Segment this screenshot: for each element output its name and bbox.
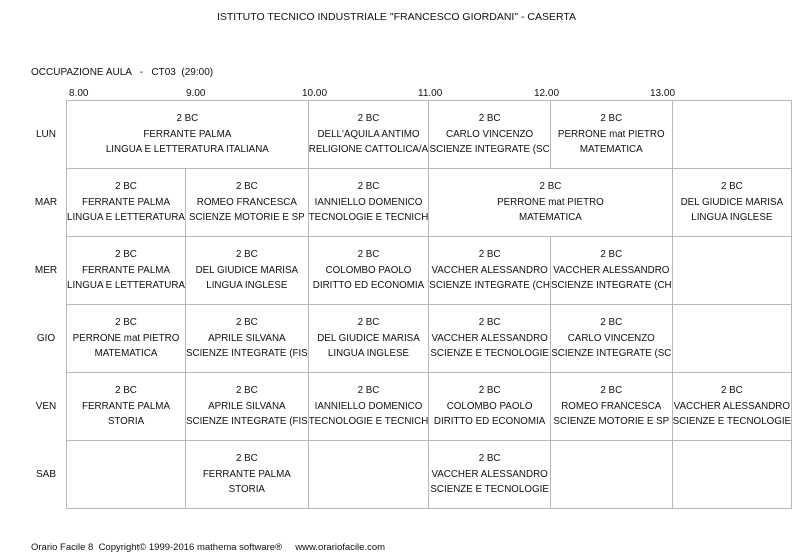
subject-name: SCIENZE INTEGRATE (CH: [550, 280, 672, 292]
day-label-gio: GIO: [36, 333, 56, 344]
teacher-name: IANNIELLO DOMENICO: [314, 400, 423, 412]
hour-header: [66, 88, 763, 100]
class-label: 2 BC: [235, 249, 258, 261]
teacher-name: VACCHER ALESSANDRO: [431, 332, 548, 344]
lesson-cell: [185, 305, 308, 373]
hour-label: 8.00: [69, 88, 89, 99]
lesson-cell: [67, 101, 309, 169]
teacher-name: APRILE SILVANA: [208, 400, 286, 412]
class-label: 2 BC: [235, 453, 258, 465]
lesson-cell: [67, 373, 186, 441]
room-occupancy-subtitle: OCCUPAZIONE AULA - CT03 (29:00): [31, 67, 214, 78]
class-label: 2 BC: [478, 249, 501, 261]
empty-cell: [67, 441, 186, 509]
teacher-name: FERRANTE PALMA: [81, 196, 170, 208]
copyright-footer: Orario Facile 8 Copyright© 1999-2016 mathema software® www.orariofacile.com: [31, 542, 386, 553]
teacher-name: PERRONE mat PIETRO: [497, 196, 604, 208]
subject-name: LINGUA E LETTERATURA ITALIANA: [105, 144, 269, 156]
teacher-name: PERRONE mat PIETRO: [72, 332, 180, 344]
class-label: 2 BC: [357, 113, 380, 125]
lesson-cell: [550, 237, 672, 305]
teacher-name: ROMEO FRANCESCA: [561, 400, 662, 412]
subject-name: SCIENZE MOTORIE E SP: [553, 416, 670, 428]
class-label: 2 BC: [539, 181, 562, 193]
teacher-name: FERRANTE PALMA: [81, 264, 170, 276]
empty-cell: [550, 441, 672, 509]
class-label: 2 BC: [478, 317, 501, 329]
lesson-cell: [550, 101, 672, 169]
subject-name: LINGUA E LETTERATURA: [67, 280, 185, 292]
hour-label: 13.00: [650, 88, 676, 99]
teacher-name: DEL GIUDICE MARISA: [195, 264, 299, 276]
teacher-name: VACCHER ALESSANDRO: [673, 400, 790, 412]
day-label-lun: LUN: [35, 129, 56, 140]
day-label-mar: MAR: [34, 197, 58, 208]
teacher-name: FERRANTE PALMA: [202, 468, 291, 480]
subject-name: DIRITTO ED ECONOMIA: [433, 416, 546, 428]
teacher-name: PERRONE mat PIETRO: [557, 128, 665, 140]
day-label-sab: SAB: [35, 469, 56, 480]
subject-name: SCIENZE INTEGRATE (FIS: [185, 416, 308, 428]
lesson-cell: [67, 237, 186, 305]
subject-name: SCIENZE E TECNOLOGIE: [430, 348, 549, 360]
lesson-cell: [429, 237, 551, 305]
lesson-cell: [429, 373, 551, 441]
class-label: 2 BC: [115, 249, 137, 261]
row-sab: [67, 441, 792, 509]
subject-name: MATEMATICA: [94, 348, 158, 360]
teacher-name: COLOMBO PAOLO: [325, 264, 412, 276]
empty-cell: [672, 441, 792, 509]
subject-name: RELIGIONE CATTOLICA/A: [308, 144, 429, 156]
row-mar: [67, 169, 792, 237]
class-label: 2 BC: [600, 385, 623, 397]
empty-cell: [672, 305, 792, 373]
hour-label: 9.00: [186, 88, 206, 99]
teacher-name: FERRANTE PALMA: [143, 128, 232, 140]
class-label: 2 BC: [357, 317, 380, 329]
teacher-name: DEL GIUDICE MARISA: [680, 196, 784, 208]
teacher-name: VACCHER ALESSANDRO: [431, 468, 548, 480]
subject-name: SCIENZE INTEGRATE (SC: [551, 348, 672, 360]
subject-name: LINGUA E LETTERATURA: [67, 212, 185, 224]
subject-name: LINGUA INGLESE: [206, 280, 288, 292]
empty-cell: [308, 441, 429, 509]
row-lun: [67, 101, 792, 169]
teacher-name: VACCHER ALESSANDRO: [553, 264, 670, 276]
subject-name: SCIENZE INTEGRATE (FIS: [185, 348, 308, 360]
class-label: 2 BC: [357, 181, 380, 193]
teacher-name: VACCHER ALESSANDRO: [431, 264, 548, 276]
lesson-cell: [185, 237, 308, 305]
subject-name: SCIENZE INTEGRATE (CH: [429, 280, 550, 292]
lesson-cell: [429, 305, 551, 373]
subject-name: STORIA: [228, 484, 265, 496]
subject-name: MATEMATICA: [579, 144, 643, 156]
lesson-cell: [185, 169, 308, 237]
class-label: 2 BC: [115, 181, 137, 193]
lesson-cell: [550, 305, 672, 373]
class-label: 2 BC: [478, 385, 501, 397]
row-ven: [67, 373, 792, 441]
lesson-cell: [308, 305, 429, 373]
teacher-name: DEL GIUDICE MARISA: [317, 332, 420, 344]
class-label: 2 BC: [176, 113, 199, 125]
row-mer: [67, 237, 792, 305]
lesson-cell: [308, 373, 429, 441]
lesson-cell: [67, 305, 186, 373]
lesson-cell: [672, 169, 792, 237]
lesson-cell: [429, 441, 551, 509]
empty-cell: [672, 101, 792, 169]
teacher-name: CARLO VINCENZO: [446, 128, 534, 140]
subject-name: STORIA: [107, 416, 145, 428]
subject-name: SCIENZE MOTORIE E SP: [188, 212, 305, 224]
lesson-cell: [308, 101, 429, 169]
class-label: 2 BC: [478, 113, 501, 125]
class-label: 2 BC: [720, 385, 743, 397]
lesson-cell: [185, 373, 308, 441]
lesson-cell: [550, 373, 672, 441]
class-label: 2 BC: [357, 385, 380, 397]
row-gio: [67, 305, 792, 373]
lesson-cell: [308, 237, 429, 305]
lesson-cell: [308, 169, 429, 237]
subject-name: SCIENZE INTEGRATE (SC: [429, 144, 550, 156]
teacher-name: FERRANTE PALMA: [81, 400, 170, 412]
subject-name: SCIENZE E TECNOLOGIE: [430, 484, 549, 496]
class-label: 2 BC: [235, 317, 258, 329]
class-label: 2 BC: [357, 249, 380, 261]
lesson-cell: [672, 373, 792, 441]
class-label: 2 BC: [600, 317, 623, 329]
class-label: 2 BC: [600, 113, 623, 125]
subject-name: SCIENZE E TECNOLOGIE: [672, 416, 792, 428]
lesson-cell: [429, 169, 672, 237]
class-label: 2 BC: [600, 249, 623, 261]
class-label: 2 BC: [235, 385, 258, 397]
day-label-mer: MER: [34, 265, 58, 276]
subject-name: MATEMATICA: [519, 212, 582, 224]
day-label-ven: VEN: [35, 401, 57, 412]
teacher-name: CARLO VINCENZO: [567, 332, 655, 344]
class-label: 2 BC: [235, 181, 258, 193]
lesson-cell: [67, 169, 186, 237]
class-label: 2 BC: [115, 385, 137, 397]
subject-name: LINGUA INGLESE: [691, 212, 773, 224]
page-title: ISTITUTO TECNICO INDUSTRIALE "FRANCESCO GIORDANI" - CASERTA: [216, 11, 577, 23]
teacher-name: DELL'AQUILA ANTIMO: [317, 128, 420, 140]
class-label: 2 BC: [115, 317, 137, 329]
lesson-cell: [185, 441, 308, 509]
teacher-name: COLOMBO PAOLO: [446, 400, 533, 412]
subject-name: DIRITTO ED ECONOMIA: [312, 280, 425, 292]
lesson-cell: [429, 101, 551, 169]
teacher-name: ROMEO FRANCESCA: [196, 196, 297, 208]
hour-label: 12.00: [534, 88, 560, 99]
hour-label: 10.00: [302, 88, 328, 99]
class-label: 2 BC: [720, 181, 743, 193]
subject-name: LINGUA INGLESE: [327, 348, 410, 360]
timetable-grid: [66, 100, 792, 509]
teacher-name: IANNIELLO DOMENICO: [314, 196, 423, 208]
subject-name: TECNOLOGIE E TECNICH: [308, 212, 429, 224]
subject-name: TECNOLOGIE E TECNICH: [308, 416, 429, 428]
hour-label: 11.00: [418, 88, 443, 99]
teacher-name: APRILE SILVANA: [208, 332, 286, 344]
class-label: 2 BC: [478, 453, 501, 465]
empty-cell: [672, 237, 792, 305]
